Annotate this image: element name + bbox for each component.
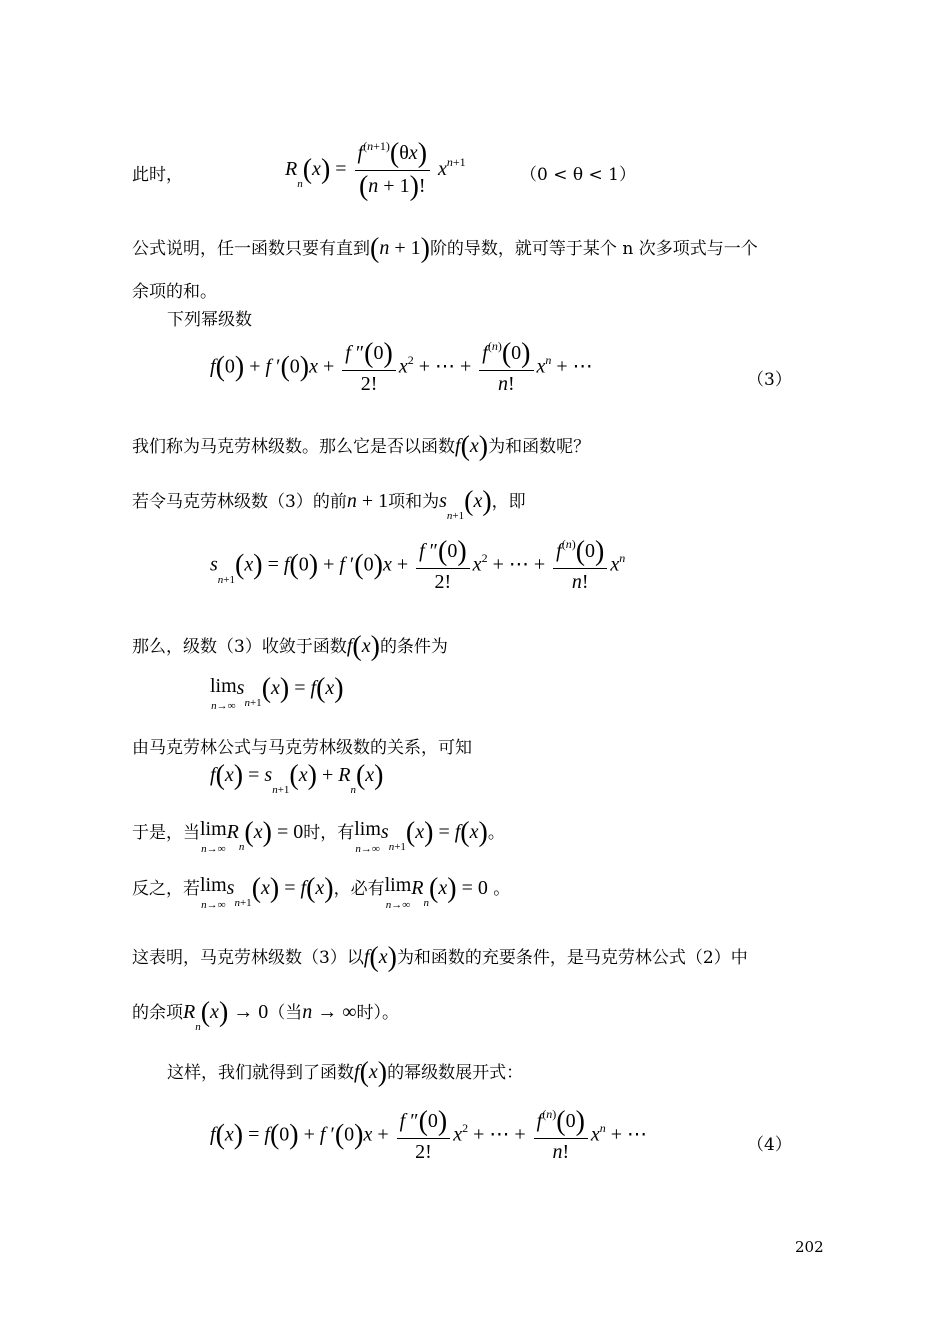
sufficiency-part-a: 于是，当 — [132, 823, 200, 843]
relation-line: 由马克劳林公式与马克劳林级数的关系，可知 — [132, 738, 472, 758]
partial-sum-part-c: ，即 — [491, 492, 526, 512]
convergence-part-b: 的条件为 — [379, 637, 448, 657]
equation-4-label: （4） — [747, 1135, 792, 1155]
necessity-part-b: ，必有 — [333, 879, 385, 899]
maclaurin-series-equation: f(0) + f ′(0)x + $\frac{f ''(0)}{2!}$ $x^2$ + ⋯ + $\frac{f^{(n)}(0)}{n!}$ $x^n$ + ⋯ — [210, 338, 593, 395]
power-series-expansion-equation: f(x) = f(0) + f ′(0)x + $\frac{f ''(0)}{2!}$ $x^2$ + ⋯ + $\frac{f^{(n)}(0)}{n!}$ $x^n$ + ⋯ — [210, 1106, 648, 1163]
explanation-part-b: 阶的导数，就可等于某个 n 次多项式与一个 — [429, 239, 758, 259]
expansion-part-b: 的幂级数展开式： — [387, 1063, 524, 1083]
convergence-condition-line: 那么，级数（3）收敛于函数f(x)的条件为 — [132, 631, 448, 662]
partial-sum-part-a: 若令马克劳林级数（3）的前 — [132, 492, 347, 512]
conclusion-line: 这表明，马克劳林级数（3）以f(x)为和函数的充要条件，是马克劳林公式（2）中 — [132, 942, 748, 973]
conclusion2-part-a: 的余项 — [132, 1003, 183, 1023]
necessity-line: 反之，若lim n→∞ $s_{n+1}(x) = f(x)$，必有lim n→∞ $R_n(x) = 0$ 。 — [132, 873, 511, 911]
sufficiency-part-c: 。 — [487, 823, 505, 843]
page-number: 202 — [795, 1238, 824, 1256]
derivative-order: (n + 1) — [370, 233, 430, 264]
explanation-line-2: 余项的和。 — [132, 282, 217, 302]
necessity-part-c: 。 — [493, 879, 511, 899]
conclusion2-part-b: （当 — [268, 1003, 303, 1023]
conclusion-part-a: 这表明，马克劳林级数（3）以 — [132, 948, 364, 968]
explanation-line — [132, 234, 758, 263]
expansion-part-a: 这样，我们就得到了函数 — [167, 1063, 354, 1083]
intro-label: 此时， — [132, 165, 183, 185]
decomposition-equation: $f(x) = s_{n+1}(x) + R_n(x)$ — [210, 760, 384, 796]
necessity-part-a: 反之，若 — [132, 879, 200, 899]
power-series-intro: 下列幂级数 — [167, 310, 252, 330]
expansion-intro-line: 这样，我们就得到了函数f(x)的幂级数展开式： — [167, 1057, 524, 1088]
question-part-b: 为和函数呢？ — [488, 437, 591, 457]
conclusion-part-b: 为和函数的充要条件，是马克劳林公式（2）中 — [396, 948, 748, 968]
theta-condition: （0 < θ < 1） — [520, 165, 636, 185]
partial-sum-equation: $s_{n+1}(x) = f(0) + f$ ′(0)x + $\frac{f ''(0)}{2!}$ $x^2$ + ⋯ + $\frac{f^{(n)}(0)}{n!}$ $x^n$ — [210, 536, 626, 593]
partial-sum-line: 若令马克劳林级数（3）的前n + 1项和为$s_{n+1}(x)$，即 — [132, 486, 526, 522]
question-part-a: 我们称为马克劳林级数。那么它是否以函数 — [132, 437, 455, 457]
remainder-formula: $R_n(x)$ = $\frac{f^{(n+1)}(\theta x)}{(n + 1)!}$ $x^{n+1}$ — [285, 138, 466, 202]
partial-sum-part-b: 项和为 — [388, 492, 440, 512]
sufficiency-line: 于是，当lim n→∞ $R_n(x) = 0$时，有lim n→∞ $s_{n+1}(x) = f(x)$。 — [132, 817, 505, 855]
question-line: 我们称为马克劳林级数。那么它是否以函数f(x)为和函数呢？ — [132, 431, 591, 462]
explanation-part-a: 公式说明，任一函数只要有直到 — [132, 239, 370, 259]
limit-equation: lim n→∞ $s_{n+1}(x) = f(x)$ — [210, 673, 344, 712]
conclusion2-part-c: 时）。 — [356, 1003, 400, 1023]
sufficiency-part-b: 时，有 — [303, 823, 355, 843]
equation-3-label: （3） — [747, 370, 792, 390]
convergence-part-a: 那么，级数（3）收敛于函数 — [132, 637, 347, 657]
conclusion-line-2: 的余项$R_n(x) \to 0$（当n → ∞时）。 — [132, 997, 400, 1033]
